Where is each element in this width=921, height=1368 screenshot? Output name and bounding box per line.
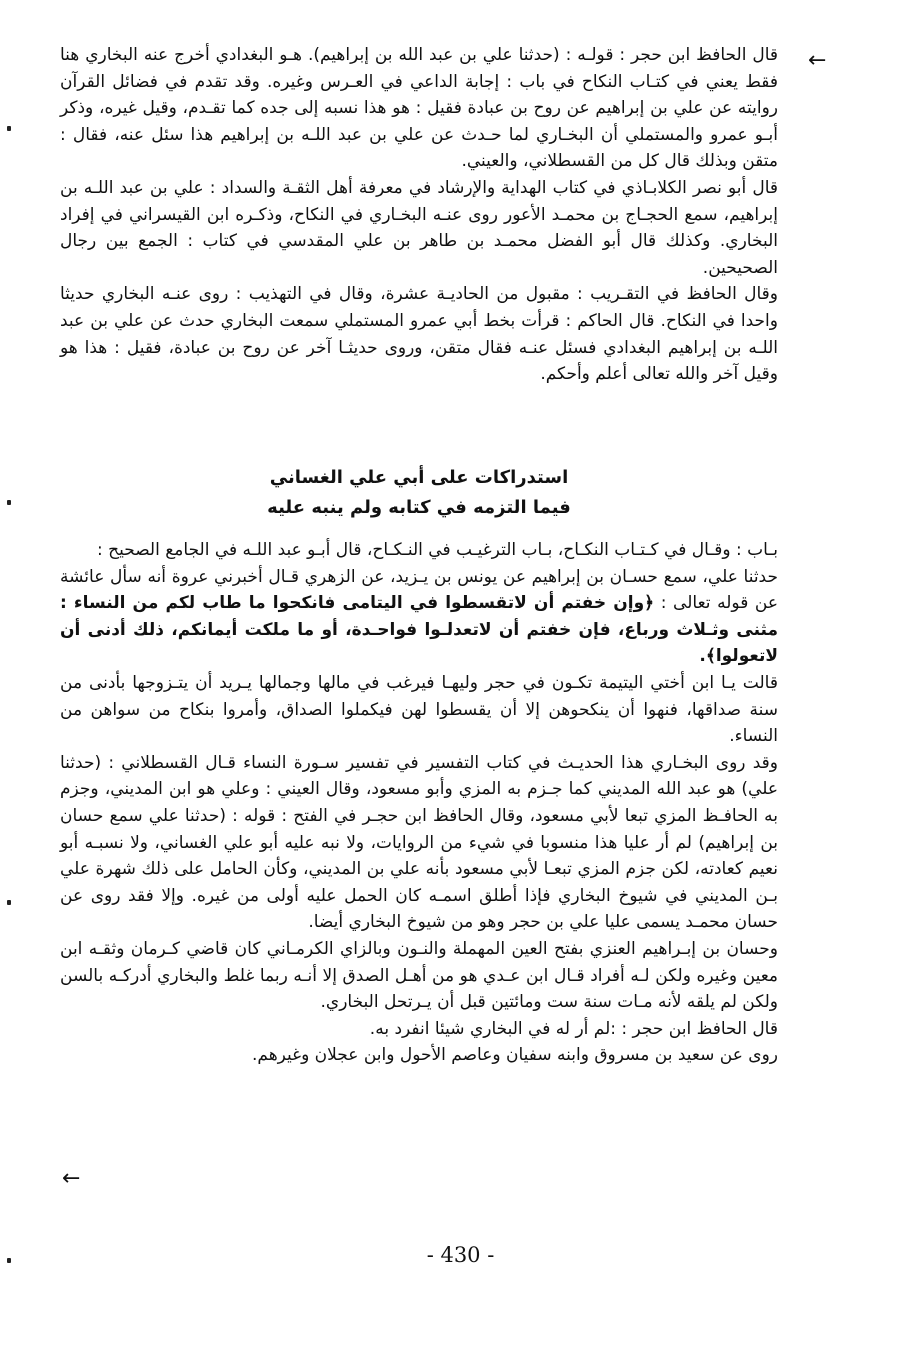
section-body bbox=[60, 537, 778, 1069]
paragraph-ibn-hajar-note: قال الحافظ ابن حجر : :لم أر له في البخاري شيئا انفرد به. bbox=[369, 1018, 778, 1039]
paragraph-narrated-from: روى عن سعيد بن مسروق وابنه سفيان وعاصم الأحول وابن عجلان وغيرهم. bbox=[251, 1045, 778, 1066]
top-paragraphs bbox=[60, 42, 778, 388]
section-heading bbox=[60, 463, 778, 523]
scan-mark bbox=[7, 126, 11, 131]
paragraph-bab-nikah: بـاب : وقـال في كـتـاب النكـاح، بـاب الترغيـب في النـكـاح، قال أبـو عبد اللـه في الجامع الصحيح : bbox=[96, 540, 778, 560]
page-number: - 430 - bbox=[426, 1243, 495, 1267]
section-heading-line-1: استدراكات على أبي علي الغساني bbox=[269, 467, 569, 488]
scan-mark bbox=[7, 500, 11, 505]
paragraph-aisha-reply: قالت يـا ابن أختي اليتيمة تكـون في حجر وليهـا فيرغب في مالها وجمالها يـريد أن يتـزوجها بأدنى من سنة صداقها، فنهوا أن ينكحوهن إلا أن يقسطوا لهن فيكملوا الصداق، وأمروا بنكاح من سواهن من النساء. bbox=[60, 672, 778, 747]
scan-mark bbox=[7, 1258, 11, 1263]
paragraph-taqrib: وقال الحافظ في التقـريب : مقبول من الحاديـة عشرة، وقال في التهذيب : روى عنـه البخاري حديثا واحدا في النكاح. قال الحاكم : قرأت بخط أبي عمرو المستملي سمعت البخاري حدث عن علي بن عبد اللـه بن إبراهيم البغدادي فسئل عنـه فقال متقن، وروى حديثـا آخر عن روح بن عبادة، فقيل : هذا هو وقيل آخر والله تعالى أعلم وأحكم. bbox=[60, 284, 778, 385]
paragraph-kalabadhi: قال أبو نصر الكلابـاذي في كتاب الهداية والإرشاد في معرفة أهل الثقـة والسداد : علي بن عبد اللـه بن إبراهيم، سمع الحجـاج بن محمـد الأعور روى عنـه البخـاري في النكاح، وذكـره ابن القيسراني في إفراد البخاري. وكذلك قال أبو الفضل محمـد بن طاهر بن علي المقدسي في كتاب : الجمع بين رجال الصحيحين. bbox=[60, 177, 778, 278]
paragraph-hassan-ibn-ibrahim: وحسان بن إبـراهيم العنزي بفتح العين المهملة والنـون وبالزاي الكرمـاني كان قاضي كـرمان وثقـه ابن معين وغيره ولكن لـه أفراد قـال ابن عـدي هو من أهـل الصدق إلا أنـه ربما غلط والبخاري أدركـه بالسن ولكن لم يلقه لأنه مـات سنة ست ومائتين قبل أن يـرتحل البخاري. bbox=[60, 938, 778, 1013]
section-heading-line-2: فيما التزمه في كتابه ولم ينبه عليه bbox=[267, 497, 571, 518]
hadith-chain-text: حدثنا علي، سمع حسـان بن إبراهيم عن يونس بن يـزيد، عن الزهري قـال أخبرني عروة أنه سأل عائشة عن قوله تعالى : bbox=[60, 566, 779, 614]
continuation-arrow-bottom-icon: ← bbox=[62, 1166, 81, 1191]
quran-verse: ﴿وإن خفتم أن لاتقسطوا في اليتامى فانكحوا ما طاب لكم من النساء : مثنى وثـلاث ورباع، فإن خفتم أن لاتعدلـوا فواحـدة، أو ما ملكت أيمانكم، ذلك أدنى أن لاتعولوا﴾. bbox=[60, 593, 778, 667]
paragraph-hadith-chain bbox=[60, 564, 778, 670]
continuation-arrow-top-icon: ← bbox=[808, 48, 827, 73]
paragraph-qastallani: وقد روى البخـاري هذا الحديـث في كتاب التفسير في تفسير سـورة النساء قـال القسطلاني : (حدثنا علي) هو عبد الله المديني كما جـزم به المزي وأبو مسعود، وقال العيني : وعلي هو ابن المديني، وجزم به الحافـظ المزي تبعا لأبي مسعود، وقال الحافظ ابن حجـر في الفتح : قوله : (حدثنا علي سمع حسان بن إبراهيم) لم أر عليا هذا منسوبا في شيء من الروايات، ولا نبه عليه أبو علي الغساني، ولا نسبـه أبو نعيم كعادته، لكن جزم المزي تبعـا لأبي مسعود بأنه علي بن المديني، وكأن الحامل على ذلك شهرة علي بـن المديني في شيوخ البخاري فإذا أطلق اسمـه كان الحمل عليه أولى من غيره. وإلا فقد روى عن حسان محمـد يسمى عليا علي بن حجر وهو من شيوخ البخاري أيضا. bbox=[60, 752, 778, 933]
scan-mark bbox=[7, 900, 11, 905]
paragraph-ibn-hajar: قال الحافظ ابن حجر : قولـه : (حدثنا علي بن عبد الله بن إبراهيم). هـو البغدادي أخرج عنه البخاري هنا فقط يعني في كتـاب النكاح في باب : إجابة الداعي في العـرس وغيره. وقد تقدم في فضائل القرآن روايته عن علي بن إبراهيم عن روح بن عبادة فقيل : هو هذا نسبه إلى جده كما تقـدم، وقيل غيره، وذكر أبـو عمرو والمستملي أن البخـاري لما حـدث عن علي بن عبد اللـه بن إبراهيم هذا سئل عنه، فقال : متقن وبذلك قال كل من القسطلاني، والعيني. bbox=[60, 45, 778, 172]
